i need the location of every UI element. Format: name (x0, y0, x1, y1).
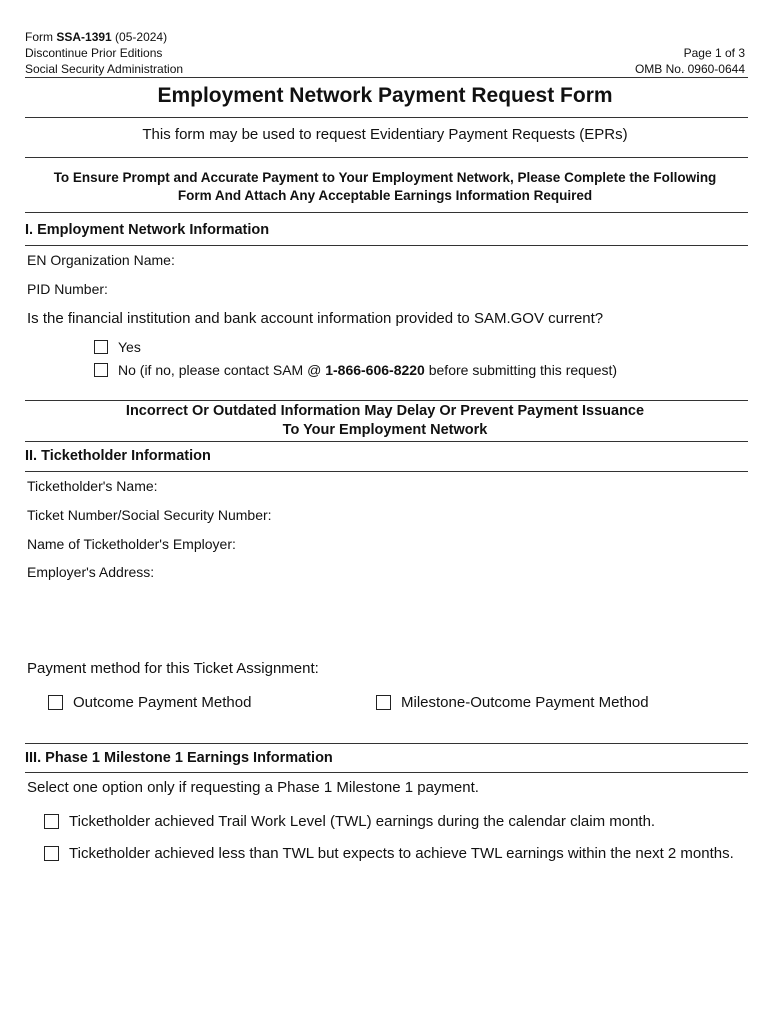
title-divider (25, 117, 748, 118)
section-3-divider (25, 772, 748, 773)
section-3-heading: III. Phase 1 Milestone 1 Earnings Information (25, 750, 333, 766)
outcome-payment-option[interactable] (48, 694, 251, 711)
omb-number: OMB No. 0960-0644 (634, 62, 745, 76)
page-title: Employment Network Payment Request Form (157, 84, 613, 107)
header-divider (25, 77, 748, 78)
section-1-heading: I. Employment Network Information (25, 222, 270, 238)
employer-address-label: Employer's Address: (27, 564, 155, 580)
section-3-instruction: Select one option only if requesting a Phase 1 Milestone 1 payment. (27, 779, 479, 796)
payment-method-label: Payment method for this Ticket Assignment: (27, 660, 319, 677)
section-2-heading: II. Ticketholder Information (25, 448, 211, 464)
form-date: (05-2024) (111, 30, 168, 44)
warning-line-2: To Your Employment Network (282, 422, 488, 438)
agency-name: Social Security Administration (25, 62, 184, 76)
sam-no-suffix: before submitting this request) (424, 362, 618, 378)
sam-no-prefix: No (if no, please contact SAM @ (118, 362, 326, 378)
sam-no-option[interactable] (94, 362, 617, 378)
milestone-payment-option[interactable] (376, 694, 649, 711)
milestone-payment-label: Milestone-Outcome Payment Method (401, 694, 649, 711)
twl-expected-label: Ticketholder achieved less than TWL but expects to achieve TWL earnings within the next 2 months. (69, 845, 734, 862)
sam-no-checkbox[interactable] (94, 363, 108, 377)
twl-expected-option[interactable] (44, 845, 734, 862)
pid-number-label: PID Number: (27, 281, 108, 297)
ticket-number-label: Ticket Number/Social Security Number: (27, 507, 272, 523)
twl-achieved-option[interactable] (44, 813, 655, 830)
twl-achieved-checkbox[interactable] (44, 814, 59, 829)
warning-bottom-divider (25, 441, 748, 442)
milestone-payment-checkbox[interactable] (376, 695, 391, 710)
form-header-right (635, 45, 745, 77)
subtitle: This form may be used to request Evidentiary Payment Requests (EPRs) (142, 126, 628, 143)
ticketholder-name-label: Ticketholder's Name: (27, 478, 158, 494)
discontinue-note: Discontinue Prior Editions (25, 46, 163, 60)
section-3-top-divider (25, 743, 748, 744)
outcome-payment-label: Outcome Payment Method (73, 694, 252, 711)
sam-gov-question: Is the financial institution and bank account information provided to SAM.GOV current? (27, 310, 604, 327)
outcome-payment-checkbox[interactable] (48, 695, 63, 710)
notice (30, 169, 740, 205)
sam-no-label (118, 362, 617, 378)
form-id: SSA-1391 (56, 30, 112, 44)
section-2-divider (25, 471, 748, 472)
warning-top-divider (25, 400, 748, 401)
notice-line-2: Form And Attach Any Acceptable Earnings Information Required (177, 188, 593, 203)
sam-yes-label: Yes (118, 339, 141, 355)
form-header-left (25, 29, 183, 77)
twl-expected-checkbox[interactable] (44, 846, 59, 861)
page-number: Page 1 of 3 (683, 46, 745, 60)
employer-name-label: Name of Ticketholder's Employer: (27, 536, 236, 552)
form-prefix: Form (25, 30, 57, 44)
sam-phone-number: 1-866-606-8220 (325, 362, 425, 378)
warning-notice (0, 402, 770, 440)
notice-line-1: To Ensure Prompt and Accurate Payment to Your Employment Network, Please Complete the Following (53, 170, 717, 185)
sam-yes-option[interactable] (94, 339, 141, 355)
notice-divider (25, 212, 748, 213)
sam-yes-checkbox[interactable] (94, 340, 108, 354)
form-number (25, 29, 183, 45)
section-1-divider (25, 245, 748, 246)
warning-line-1: Incorrect Or Outdated Information May Delay Or Prevent Payment Issuance (125, 403, 645, 419)
twl-achieved-label: Ticketholder achieved Trail Work Level (TWL) earnings during the calendar claim month. (69, 813, 656, 830)
en-organization-name-label: EN Organization Name: (27, 252, 175, 268)
subtitle-divider (25, 157, 748, 158)
